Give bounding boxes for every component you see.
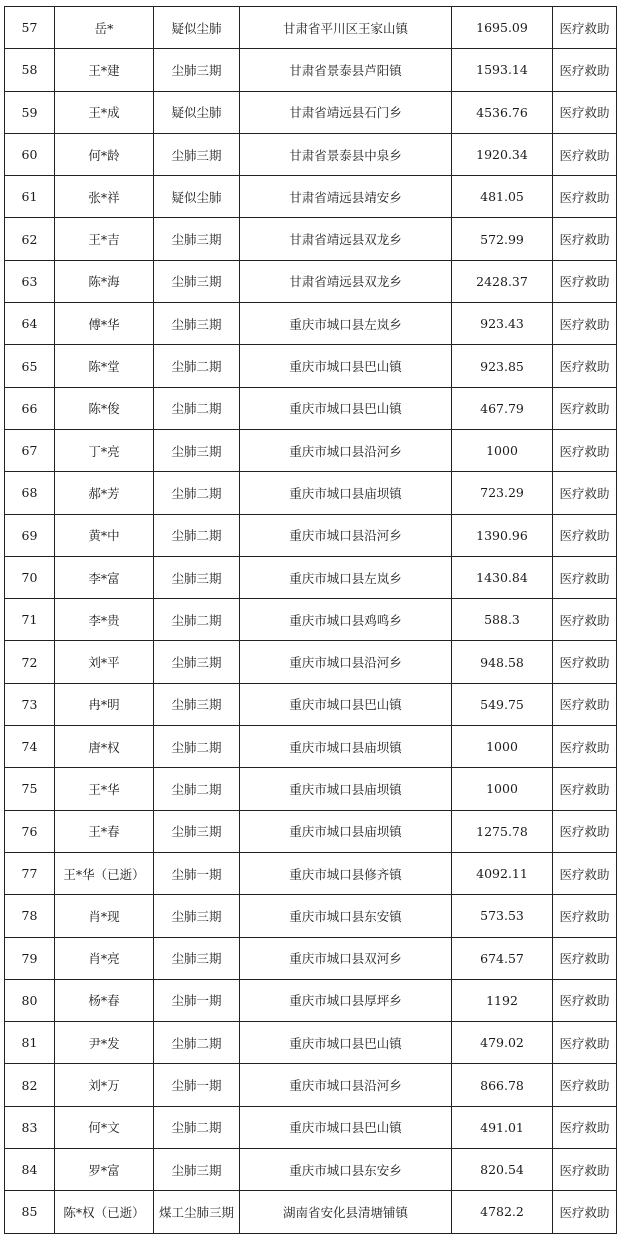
address-cell: 重庆市城口县沿河乡 [240, 641, 452, 683]
amount-cell: 479.02 [452, 1022, 553, 1064]
aid-type-cell: 医疗救助 [553, 1106, 617, 1148]
amount-cell: 1390.96 [452, 514, 553, 556]
name-cell: 唐*权 [55, 726, 154, 768]
row-number-cell: 62 [5, 218, 55, 260]
address-cell: 甘肃省景泰县中泉乡 [240, 133, 452, 175]
diagnosis-cell: 尘肺二期 [154, 514, 240, 556]
table-row [5, 133, 617, 175]
diagnosis-cell: 尘肺三期 [154, 683, 240, 725]
row-number-cell: 63 [5, 260, 55, 302]
table-row [5, 472, 617, 514]
amount-cell: 4782.2 [452, 1191, 553, 1233]
aid-type-cell: 医疗救助 [553, 1064, 617, 1106]
diagnosis-cell: 尘肺三期 [154, 641, 240, 683]
row-number-cell: 57 [5, 7, 55, 49]
table-row [5, 1106, 617, 1148]
name-cell: 刘*平 [55, 641, 154, 683]
address-cell: 重庆市城口县左岚乡 [240, 556, 452, 598]
table-row [5, 1191, 617, 1233]
diagnosis-cell: 疑似尘肺 [154, 91, 240, 133]
table-row [5, 599, 617, 641]
table-row [5, 641, 617, 683]
diagnosis-cell: 尘肺二期 [154, 472, 240, 514]
name-cell: 陈*俊 [55, 387, 154, 429]
row-number-cell: 75 [5, 768, 55, 810]
address-cell: 重庆市城口县东安乡 [240, 1149, 452, 1191]
diagnosis-cell: 尘肺二期 [154, 726, 240, 768]
address-cell: 重庆市城口县巴山镇 [240, 1022, 452, 1064]
name-cell: 肖*亮 [55, 937, 154, 979]
address-cell: 重庆市城口县巴山镇 [240, 1106, 452, 1148]
name-cell: 丁*亮 [55, 429, 154, 471]
table-row [5, 895, 617, 937]
address-cell: 重庆市城口县巴山镇 [240, 387, 452, 429]
amount-cell: 820.54 [452, 1149, 553, 1191]
aid-type-cell: 医疗救助 [553, 556, 617, 598]
amount-cell: 866.78 [452, 1064, 553, 1106]
table-row [5, 49, 617, 91]
aid-type-cell: 医疗救助 [553, 937, 617, 979]
address-cell: 重庆市城口县双河乡 [240, 937, 452, 979]
amount-cell: 467.79 [452, 387, 553, 429]
relief-table-body [5, 7, 617, 1234]
diagnosis-cell: 尘肺三期 [154, 218, 240, 260]
row-number-cell: 69 [5, 514, 55, 556]
amount-cell: 4536.76 [452, 91, 553, 133]
name-cell: 王*华 [55, 768, 154, 810]
amount-cell: 1695.09 [452, 7, 553, 49]
address-cell: 重庆市城口县修齐镇 [240, 852, 452, 894]
aid-type-cell: 医疗救助 [553, 1191, 617, 1233]
amount-cell: 1430.84 [452, 556, 553, 598]
name-cell: 陈*权（已逝） [55, 1191, 154, 1233]
diagnosis-cell: 尘肺二期 [154, 1106, 240, 1148]
table-row [5, 7, 617, 49]
row-number-cell: 83 [5, 1106, 55, 1148]
diagnosis-cell: 尘肺二期 [154, 345, 240, 387]
diagnosis-cell: 尘肺二期 [154, 599, 240, 641]
amount-cell: 588.3 [452, 599, 553, 641]
name-cell: 肖*现 [55, 895, 154, 937]
row-number-cell: 60 [5, 133, 55, 175]
amount-cell: 723.29 [452, 472, 553, 514]
row-number-cell: 82 [5, 1064, 55, 1106]
aid-type-cell: 医疗救助 [553, 176, 617, 218]
name-cell: 刘*万 [55, 1064, 154, 1106]
amount-cell: 948.58 [452, 641, 553, 683]
address-cell: 重庆市城口县沿河乡 [240, 514, 452, 556]
table-row [5, 514, 617, 556]
table-row [5, 979, 617, 1021]
address-cell: 重庆市城口县庙坝镇 [240, 810, 452, 852]
table-row [5, 556, 617, 598]
table-row [5, 91, 617, 133]
table-row [5, 1022, 617, 1064]
amount-cell: 1593.14 [452, 49, 553, 91]
diagnosis-cell: 尘肺三期 [154, 133, 240, 175]
row-number-cell: 81 [5, 1022, 55, 1064]
aid-type-cell: 医疗救助 [553, 852, 617, 894]
address-cell: 甘肃省靖远县石门乡 [240, 91, 452, 133]
address-cell: 甘肃省景泰县芦阳镇 [240, 49, 452, 91]
diagnosis-cell: 疑似尘肺 [154, 7, 240, 49]
address-cell: 重庆市城口县厚坪乡 [240, 979, 452, 1021]
address-cell: 重庆市城口县巴山镇 [240, 345, 452, 387]
amount-cell: 1920.34 [452, 133, 553, 175]
aid-type-cell: 医疗救助 [553, 260, 617, 302]
name-cell: 何*龄 [55, 133, 154, 175]
name-cell: 王*吉 [55, 218, 154, 260]
address-cell: 甘肃省靖远县双龙乡 [240, 260, 452, 302]
row-number-cell: 73 [5, 683, 55, 725]
amount-cell: 4092.11 [452, 852, 553, 894]
name-cell: 何*文 [55, 1106, 154, 1148]
row-number-cell: 79 [5, 937, 55, 979]
row-number-cell: 58 [5, 49, 55, 91]
aid-type-cell: 医疗救助 [553, 599, 617, 641]
amount-cell: 481.05 [452, 176, 553, 218]
row-number-cell: 80 [5, 979, 55, 1021]
table-row [5, 387, 617, 429]
diagnosis-cell: 煤工尘肺三期 [154, 1191, 240, 1233]
aid-type-cell: 医疗救助 [553, 979, 617, 1021]
amount-cell: 549.75 [452, 683, 553, 725]
table-row [5, 1064, 617, 1106]
name-cell: 李*贵 [55, 599, 154, 641]
address-cell: 甘肃省靖远县双龙乡 [240, 218, 452, 260]
row-number-cell: 78 [5, 895, 55, 937]
row-number-cell: 70 [5, 556, 55, 598]
row-number-cell: 65 [5, 345, 55, 387]
diagnosis-cell: 尘肺三期 [154, 1149, 240, 1191]
aid-type-cell: 医疗救助 [553, 641, 617, 683]
name-cell: 张*祥 [55, 176, 154, 218]
amount-cell: 1192 [452, 979, 553, 1021]
diagnosis-cell: 尘肺三期 [154, 49, 240, 91]
table-row [5, 852, 617, 894]
address-cell: 湖南省安化县清塘铺镇 [240, 1191, 452, 1233]
diagnosis-cell: 尘肺二期 [154, 1022, 240, 1064]
table-row [5, 303, 617, 345]
row-number-cell: 64 [5, 303, 55, 345]
amount-cell: 2428.37 [452, 260, 553, 302]
diagnosis-cell: 尘肺三期 [154, 260, 240, 302]
name-cell: 王*成 [55, 91, 154, 133]
table-row [5, 683, 617, 725]
row-number-cell: 74 [5, 726, 55, 768]
amount-cell: 573.53 [452, 895, 553, 937]
aid-type-cell: 医疗救助 [553, 345, 617, 387]
address-cell: 甘肃省平川区王家山镇 [240, 7, 452, 49]
diagnosis-cell: 尘肺一期 [154, 1064, 240, 1106]
table-row [5, 429, 617, 471]
row-number-cell: 72 [5, 641, 55, 683]
address-cell: 重庆市城口县左岚乡 [240, 303, 452, 345]
aid-type-cell: 医疗救助 [553, 387, 617, 429]
name-cell: 傅*华 [55, 303, 154, 345]
row-number-cell: 71 [5, 599, 55, 641]
table-row [5, 260, 617, 302]
aid-type-cell: 医疗救助 [553, 726, 617, 768]
aid-type-cell: 医疗救助 [553, 895, 617, 937]
aid-type-cell: 医疗救助 [553, 303, 617, 345]
address-cell: 重庆市城口县东安镇 [240, 895, 452, 937]
address-cell: 重庆市城口县沿河乡 [240, 1064, 452, 1106]
aid-type-cell: 医疗救助 [553, 7, 617, 49]
diagnosis-cell: 尘肺一期 [154, 979, 240, 1021]
name-cell: 王*春 [55, 810, 154, 852]
diagnosis-cell: 尘肺三期 [154, 429, 240, 471]
address-cell: 重庆市城口县庙坝镇 [240, 768, 452, 810]
table-row [5, 218, 617, 260]
aid-type-cell: 医疗救助 [553, 49, 617, 91]
aid-type-cell: 医疗救助 [553, 768, 617, 810]
diagnosis-cell: 尘肺二期 [154, 768, 240, 810]
name-cell: 王*华（已逝） [55, 852, 154, 894]
amount-cell: 1000 [452, 768, 553, 810]
amount-cell: 1275.78 [452, 810, 553, 852]
row-number-cell: 68 [5, 472, 55, 514]
diagnosis-cell: 疑似尘肺 [154, 176, 240, 218]
amount-cell: 1000 [452, 429, 553, 471]
name-cell: 黄*中 [55, 514, 154, 556]
name-cell: 李*富 [55, 556, 154, 598]
name-cell: 罗*富 [55, 1149, 154, 1191]
amount-cell: 1000 [452, 726, 553, 768]
amount-cell: 923.85 [452, 345, 553, 387]
row-number-cell: 67 [5, 429, 55, 471]
aid-type-cell: 医疗救助 [553, 683, 617, 725]
table-row [5, 810, 617, 852]
aid-type-cell: 医疗救助 [553, 514, 617, 556]
diagnosis-cell: 尘肺一期 [154, 852, 240, 894]
aid-type-cell: 医疗救助 [553, 472, 617, 514]
aid-type-cell: 医疗救助 [553, 1022, 617, 1064]
name-cell: 陈*堂 [55, 345, 154, 387]
address-cell: 甘肃省靖远县靖安乡 [240, 176, 452, 218]
diagnosis-cell: 尘肺二期 [154, 387, 240, 429]
amount-cell: 572.99 [452, 218, 553, 260]
name-cell: 杨*春 [55, 979, 154, 1021]
name-cell: 冉*明 [55, 683, 154, 725]
row-number-cell: 61 [5, 176, 55, 218]
diagnosis-cell: 尘肺三期 [154, 303, 240, 345]
name-cell: 尹*发 [55, 1022, 154, 1064]
name-cell: 陈*海 [55, 260, 154, 302]
row-number-cell: 59 [5, 91, 55, 133]
aid-type-cell: 医疗救助 [553, 429, 617, 471]
table-row [5, 726, 617, 768]
diagnosis-cell: 尘肺三期 [154, 810, 240, 852]
row-number-cell: 66 [5, 387, 55, 429]
name-cell: 岳* [55, 7, 154, 49]
relief-table [4, 6, 617, 1234]
table-row [5, 345, 617, 387]
table-row [5, 937, 617, 979]
aid-type-cell: 医疗救助 [553, 218, 617, 260]
diagnosis-cell: 尘肺三期 [154, 895, 240, 937]
aid-type-cell: 医疗救助 [553, 1149, 617, 1191]
name-cell: 王*建 [55, 49, 154, 91]
amount-cell: 674.57 [452, 937, 553, 979]
aid-type-cell: 医疗救助 [553, 133, 617, 175]
aid-type-cell: 医疗救助 [553, 810, 617, 852]
address-cell: 重庆市城口县巴山镇 [240, 683, 452, 725]
row-number-cell: 84 [5, 1149, 55, 1191]
address-cell: 重庆市城口县鸡鸣乡 [240, 599, 452, 641]
row-number-cell: 77 [5, 852, 55, 894]
table-row [5, 768, 617, 810]
amount-cell: 491.01 [452, 1106, 553, 1148]
table-row [5, 1149, 617, 1191]
name-cell: 郝*芳 [55, 472, 154, 514]
row-number-cell: 76 [5, 810, 55, 852]
diagnosis-cell: 尘肺三期 [154, 937, 240, 979]
address-cell: 重庆市城口县庙坝镇 [240, 726, 452, 768]
address-cell: 重庆市城口县庙坝镇 [240, 472, 452, 514]
table-row [5, 176, 617, 218]
aid-type-cell: 医疗救助 [553, 91, 617, 133]
amount-cell: 923.43 [452, 303, 553, 345]
row-number-cell: 85 [5, 1191, 55, 1233]
address-cell: 重庆市城口县沿河乡 [240, 429, 452, 471]
diagnosis-cell: 尘肺三期 [154, 556, 240, 598]
